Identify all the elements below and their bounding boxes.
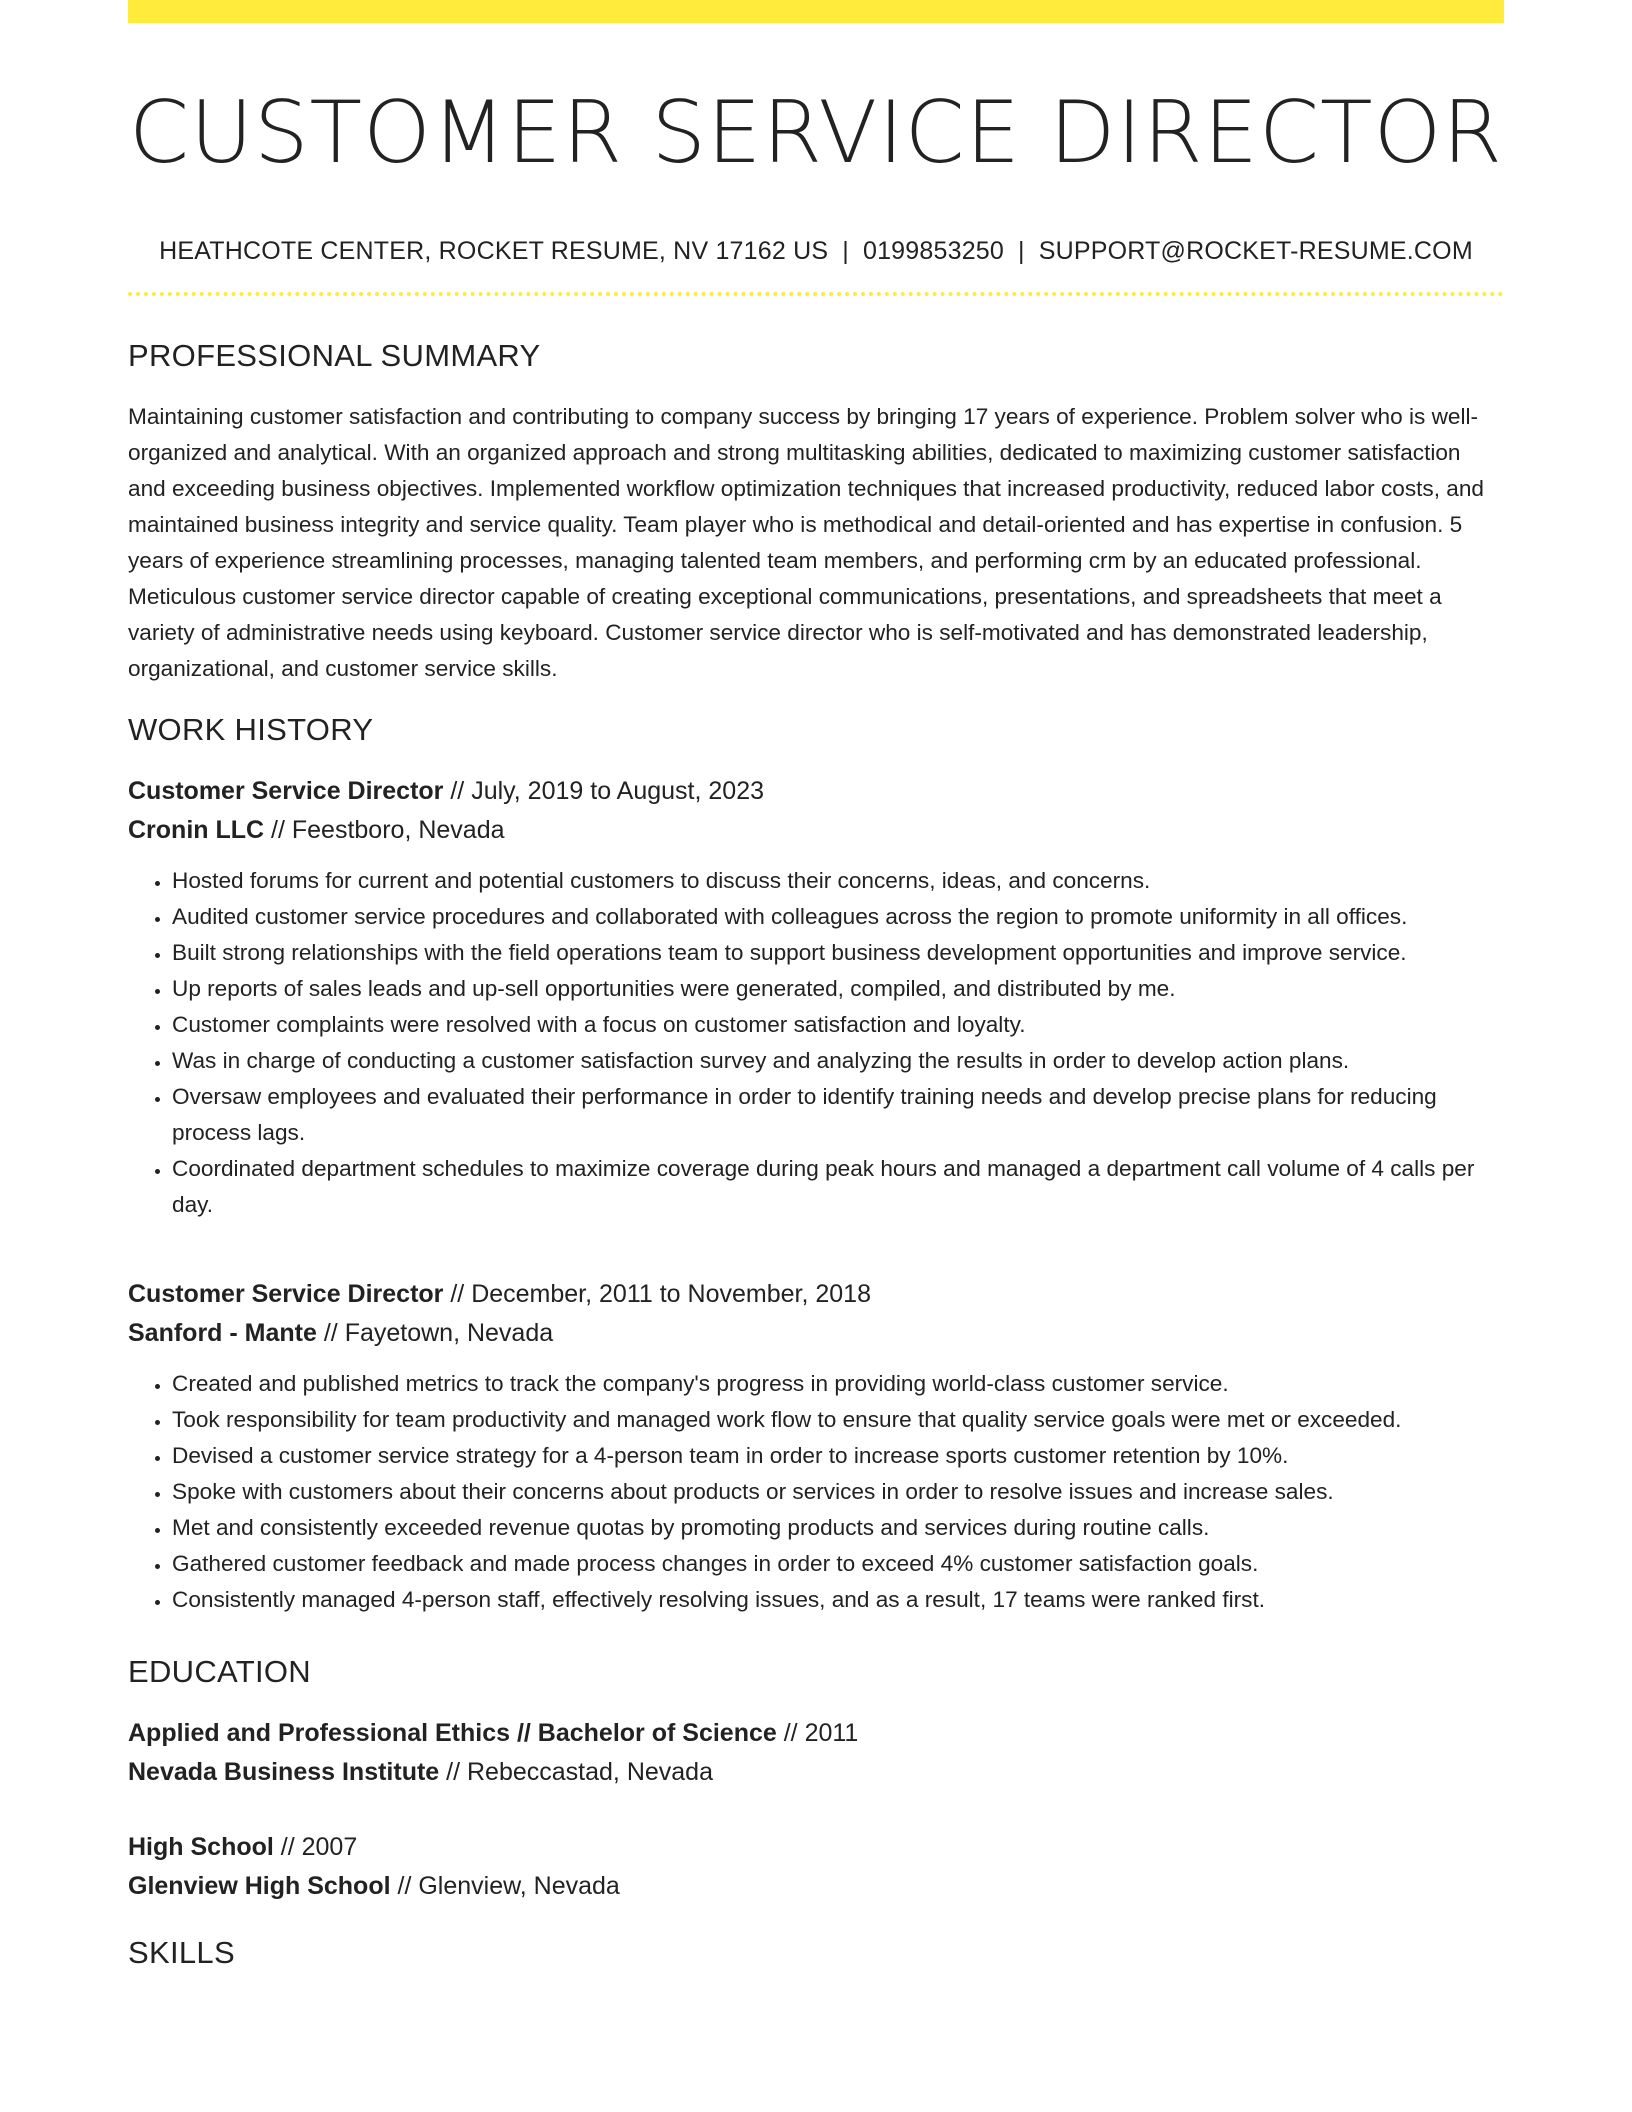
job-dates: // July, 2019 to August, 2023 [443,777,764,805]
contact-address: HEATHCOTE CENTER, ROCKET RESUME, NV 17162 US [159,237,829,265]
skills-heading: SKILLS [128,1935,235,1970]
education-school: Glenview High School [128,1871,391,1900]
dotted-divider [128,292,1504,296]
work-history-heading: WORK HISTORY [128,712,374,747]
job-title: Customer Service Director [128,777,444,805]
education-location: // Rebeccastad, Nevada [439,1757,713,1786]
job-dates: // December, 2011 to November, 2018 [443,1280,871,1308]
resume-content [128,23,1504,1973]
job-bullet: • Spoke with customers about their concerns about products or services in order to resolve issues and increase sales. [172,1474,1504,1510]
job-location: // Feestboro, Nevada [264,815,505,844]
job-title-line [128,1275,1504,1314]
job-company-line [128,1314,1504,1353]
education-degree-line [128,1828,1504,1867]
education-degree: High School [128,1833,274,1861]
job-location: // Fayetown, Nevada [316,1318,554,1347]
education-year: // 2011 [776,1719,859,1747]
job-bullet: • Up reports of sales leads and up-sell opportunities were generated, compiled, and distributed by me. [172,971,1504,1007]
job-bullet: • Coordinated department schedules to maximize coverage during peak hours and managed a department call volume of 4 calls per day. [172,1151,1504,1223]
top-accent-bar [128,0,1504,23]
job-bullets [128,863,1504,1223]
job-company: Cronin LLC [128,815,265,844]
contact-email: SUPPORT@ROCKET-RESUME.COM [1038,237,1473,265]
contact-separator: | [842,237,849,265]
job-bullet: • Took responsibility for team productivity and managed work flow to ensure that quality service goals were met or exceeded. [172,1402,1504,1438]
job-bullet: • Was in charge of conducting a customer satisfaction survey and analyzing the results in order to develop action plans. [172,1043,1504,1079]
job-bullet: • Consistently managed 4-person staff, effectively resolving issues, and as a result, 17 teams were ranked first. [172,1582,1504,1618]
job-bullet: • Devised a customer service strategy for a 4-person team in order to increase sports customer retention by 10%. [172,1438,1504,1474]
contact-line [128,234,1504,268]
job-entry [128,1275,1504,1618]
education-entry [128,1714,1504,1791]
education-degree: Applied and Professional Ethics // Bachelor of Science [128,1719,777,1747]
education-degree-line [128,1714,1504,1753]
education-location: // Glenview, Nevada [390,1871,620,1900]
job-company: Sanford - Mante [128,1318,317,1347]
education-year: // 2007 [273,1833,358,1861]
job-entry [128,772,1504,1223]
job-bullet: • Audited customer service procedures and collaborated with colleagues across the region to promote uniformity in all offices. [172,899,1504,935]
job-bullet: • Created and published metrics to track the company's progress in providing world-class customer service. [172,1366,1504,1402]
job-title-line [128,772,1504,811]
job-bullet: • Customer complaints were resolved with a focus on customer satisfaction and loyalty. [172,1007,1504,1043]
contact-phone: 0199853250 [862,237,1005,265]
job-bullet: • Gathered customer feedback and made process changes in order to exceed 4% customer satisfaction goals. [172,1546,1504,1582]
education-heading: EDUCATION [128,1654,311,1689]
summary-heading: PROFESSIONAL SUMMARY [128,338,541,373]
education-school-line [128,1753,1504,1792]
job-bullets [128,1366,1504,1618]
job-bullet: • Hosted forums for current and potential customers to discuss their concerns, ideas, and concerns. [172,863,1504,899]
job-title: Customer Service Director [128,1280,444,1308]
job-company-line [128,811,1504,850]
contact-separator: | [1018,237,1025,265]
job-bullet: • Oversaw employees and evaluated their performance in order to identify training needs and develop precise plans for reducing process lags. [172,1079,1504,1151]
summary-text: Maintaining customer satisfaction and contributing to company success by bringing 17 years of experience. Problem solver who is well-organized and analytical. With an organized approach and strong multitasking abilities, dedicated to maximizing customer satisfaction and exceeding business objectives. Implemented workflow optimization techniques that increased productivity, reduced labor costs, and maintained business integrity and service quality. Team player who is methodical and detail-oriented and has expertise in confusion. 5 years of experience streamlining processes, managing talented team members, and performing crm by an educated professional. Meticulous customer service director capable of creating exceptional communications, presentations, and spreadsheets that meet a variety of administrative needs using keyboard. Customer service director who is self-motivated and has demonstrated leadership, organizational, and customer service skills. [128,404,1484,681]
job-bullet: • Built strong relationships with the field operations team to support business development opportunities and improve service. [172,935,1504,971]
resume-title: CUSTOMER SERVICE DIRECTOR [128,83,1504,183]
education-school: Nevada Business Institute [128,1757,440,1786]
job-bullet: • Met and consistently exceeded revenue quotas by promoting products and services during routine calls. [172,1510,1504,1546]
education-school-line [128,1867,1504,1906]
education-entry [128,1828,1504,1905]
